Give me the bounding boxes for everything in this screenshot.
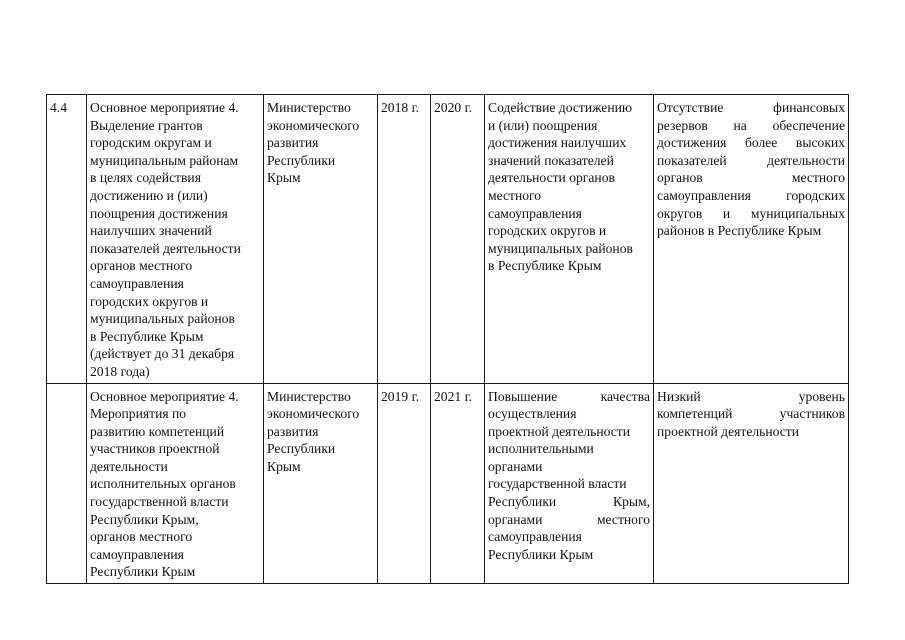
consequence-line: компетенций участников (657, 406, 845, 422)
event-line: городских округов и (90, 293, 209, 309)
result-line: Республики Крым, (488, 494, 650, 510)
executor-line: Министерство (267, 100, 351, 115)
event-line: городским округам и (90, 135, 212, 151)
consequence-line: показателей деятельности (657, 152, 845, 168)
executor-line: развития (267, 135, 319, 151)
measures-table (46, 94, 849, 584)
event-line: муниципальных районов (90, 311, 235, 327)
consequence-line: Низкий уровень (657, 388, 845, 404)
result-line: Повышение качества (488, 388, 650, 404)
result-line: Республики Крым (488, 546, 594, 562)
result-line: осуществления (488, 406, 577, 422)
table-row (47, 383, 849, 584)
start-year-cell (378, 383, 431, 584)
event-line: развитию компетенций (90, 423, 225, 439)
event-line: наилучших значений (90, 223, 212, 239)
result-line: проектной деятельности (488, 423, 630, 439)
event-line: самоуправления (90, 546, 184, 562)
consequence-line: достижения более высоких (657, 135, 845, 151)
consequence-line: округов и муниципальных (657, 205, 845, 221)
executor-line: экономического (267, 406, 360, 422)
consequence-line: органов местного (657, 170, 845, 186)
result-line: самоуправления (488, 529, 582, 545)
result-line: органами местного (488, 511, 650, 527)
event-line: в целях содействия (90, 170, 201, 186)
result-line: Содействие достижению (488, 100, 633, 115)
event-line: Республики Крым (90, 564, 196, 580)
event-line: показателей деятельности (90, 240, 241, 256)
consequence-line: Отсутствие финансовых (657, 100, 845, 115)
event-line: Основное мероприятие 4. (90, 100, 239, 115)
executor-cell (264, 383, 378, 584)
consequence-line: районов в Республике Крым (657, 223, 822, 239)
executor-line: развития (267, 423, 319, 439)
executor-line: Республики (267, 152, 336, 168)
event-line: в Республике Крым (90, 328, 204, 344)
result-line: значений показателей (488, 152, 614, 168)
start-year: 2019 г. (381, 388, 420, 404)
executor-line: Республики (267, 441, 336, 457)
end-year: 2021 г. (434, 388, 473, 404)
result-line: в Республике Крым (488, 258, 602, 274)
executor-line: Крым (267, 458, 301, 474)
executor-line: Министерство (267, 388, 351, 404)
event-line: Республики Крым, (90, 511, 199, 527)
end-year-cell (431, 95, 485, 384)
row-number-cell (47, 383, 87, 584)
event-line: исполнительных органов (90, 476, 236, 492)
result-line: городских округов и (488, 223, 607, 239)
executor-line: экономического (267, 117, 360, 133)
start-year-cell (378, 95, 431, 384)
result-line: достижения наилучших (488, 135, 627, 151)
event-line: самоуправления (90, 275, 184, 291)
executor-line: Крым (267, 170, 301, 186)
result-line: муниципальных районов (488, 240, 633, 256)
result-line: самоуправления (488, 205, 582, 221)
result-line: и (или) поощрения (488, 117, 598, 133)
result-line: деятельности органов (488, 170, 615, 186)
event-line: органов местного (90, 529, 193, 545)
result-line: местного (488, 187, 542, 203)
table-row (47, 95, 849, 384)
row-number: 4.4 (50, 100, 67, 115)
result-line: исполнительными (488, 441, 594, 457)
consequence-line: проектной деятельности (657, 423, 799, 439)
consequence-line: самоуправления городских (657, 187, 845, 203)
event-line: государственной власти (90, 494, 229, 510)
event-line: Выделение грантов (90, 117, 203, 133)
result-cell (485, 383, 654, 584)
result-cell (485, 95, 654, 384)
row-number-cell (47, 95, 87, 384)
event-line: поощрения достижения (90, 205, 228, 221)
event-line: 2018 года) (90, 363, 150, 379)
result-line: государственной власти (488, 476, 627, 492)
consequence-cell (654, 383, 849, 584)
end-year: 2020 г. (434, 100, 473, 115)
event-line: Мероприятия по (90, 406, 187, 422)
executor-cell (264, 95, 378, 384)
event-line: Основное мероприятие 4. (90, 388, 239, 404)
consequence-line: резервов на обеспечение (657, 117, 845, 133)
event-line: достижению и (или) (90, 187, 208, 203)
consequence-cell (654, 95, 849, 384)
start-year: 2018 г. (381, 100, 420, 115)
event-line: участников проектной (90, 441, 220, 457)
end-year-cell (431, 383, 485, 584)
event-cell (87, 383, 264, 584)
event-line: деятельности (90, 458, 168, 474)
event-cell (87, 95, 264, 384)
result-line: органами (488, 458, 543, 474)
event-line: (действует до 31 декабря (90, 346, 235, 362)
event-line: муниципальным районам (90, 152, 239, 168)
event-line: органов местного (90, 258, 193, 274)
